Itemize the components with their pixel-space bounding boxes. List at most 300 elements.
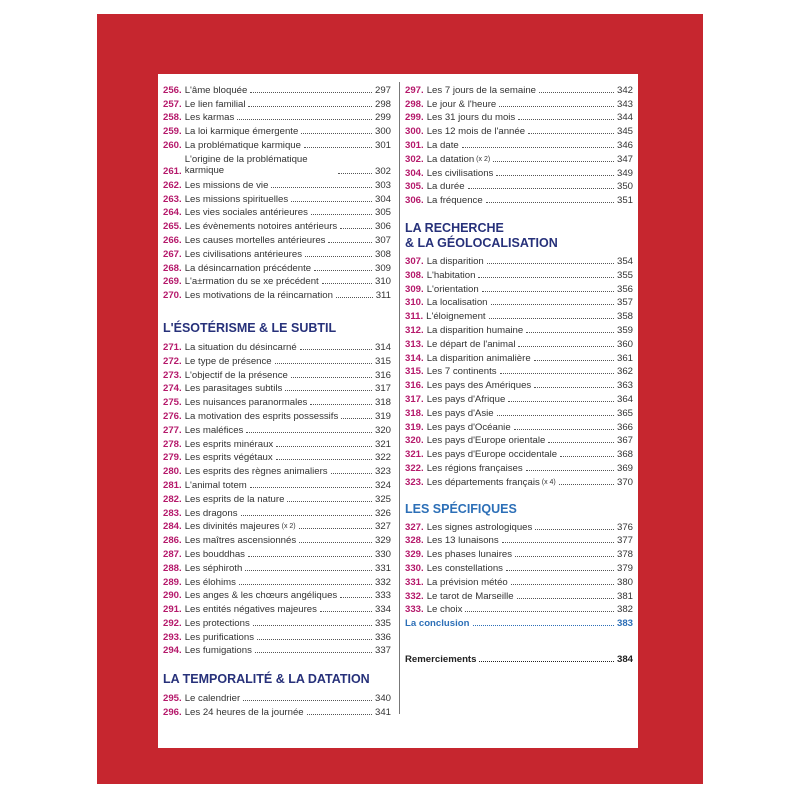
entry-page: 382 — [616, 604, 633, 616]
entry-title: La durée — [426, 181, 465, 193]
toc-entry[interactable] — [163, 137, 391, 151]
entry-page: 310 — [374, 276, 391, 288]
entry-title: Le jour & l'heure — [426, 98, 497, 110]
entry-number: 269. — [163, 276, 182, 288]
entry-page: 317 — [374, 383, 391, 395]
entry-number: 323. — [405, 476, 424, 488]
toc-entry[interactable] — [405, 391, 633, 405]
toc-group — [405, 82, 633, 206]
entry-title: Les 7 continents — [426, 366, 497, 378]
entry-number: 301. — [405, 139, 424, 151]
toc-entry[interactable] — [405, 546, 633, 560]
toc-entry[interactable] — [405, 179, 633, 193]
entry-page: 329 — [374, 535, 391, 547]
dot-leader — [493, 161, 614, 162]
toc-entry[interactable] — [405, 533, 633, 547]
dot-leader — [511, 584, 614, 585]
column-divider — [399, 82, 400, 714]
toc-entry[interactable] — [163, 151, 391, 177]
toc-entry[interactable] — [163, 574, 391, 588]
entry-title: Les séphiroth — [184, 562, 243, 574]
dot-leader — [314, 270, 372, 271]
entry-number: 328. — [405, 535, 424, 547]
dot-leader — [479, 661, 614, 662]
toc-entry[interactable] — [163, 394, 391, 408]
toc-entry[interactable] — [405, 281, 633, 295]
toc-entry[interactable] — [163, 546, 391, 560]
dot-leader — [518, 346, 614, 347]
entry-number: 319. — [405, 421, 424, 433]
toc-entry[interactable] — [163, 110, 391, 124]
entry-number: 264. — [163, 207, 182, 219]
entry-page: 335 — [374, 617, 391, 629]
toc-group — [163, 690, 391, 718]
entry-title: Les 31 jours du mois — [426, 112, 516, 124]
entry-number: 273. — [163, 369, 182, 381]
entry-title: Le choix — [426, 604, 463, 616]
dot-leader — [506, 570, 614, 571]
toc-entry[interactable] — [163, 232, 391, 246]
entry-number: 330. — [405, 562, 424, 574]
toc-entry[interactable] — [163, 218, 391, 232]
toc-entry[interactable] — [405, 96, 633, 110]
entry-page: 319 — [374, 410, 391, 422]
dot-leader — [299, 542, 372, 543]
toc-entry[interactable] — [163, 82, 391, 96]
dot-leader — [526, 332, 614, 333]
entry-number: 280. — [163, 466, 182, 478]
entry-page: 351 — [616, 195, 633, 207]
entry-title: Les civilisations antérieures — [184, 248, 303, 260]
dot-leader — [539, 92, 614, 93]
entry-number: 300. — [405, 126, 424, 138]
entry-number: 331. — [405, 576, 424, 588]
entry-title: Les causes mortelles antérieures — [184, 234, 326, 246]
entry-page: 315 — [374, 355, 391, 367]
entry-page: 383 — [616, 618, 633, 630]
dot-leader — [276, 459, 372, 460]
entry-number: 286. — [163, 535, 182, 547]
dot-leader — [560, 456, 614, 457]
entry-page: 356 — [616, 283, 633, 295]
entry-title: Les pays d'Océanie — [426, 421, 511, 433]
toc-entry[interactable] — [405, 460, 633, 474]
toc-entry[interactable] — [163, 353, 391, 367]
toc-entry[interactable] — [405, 446, 633, 460]
entry-number: 307. — [405, 255, 424, 267]
dot-leader — [468, 188, 614, 189]
toc-group — [163, 339, 391, 656]
dot-leader — [285, 390, 372, 391]
entry-page: 305 — [374, 207, 391, 219]
dot-leader — [528, 133, 614, 134]
entry-page: 342 — [616, 84, 633, 96]
toc-entry[interactable] — [163, 601, 391, 615]
entry-title: Les dragons — [184, 507, 238, 519]
entry-title: Les divinités majeures — [184, 521, 280, 533]
toc-entry[interactable] — [163, 532, 391, 546]
toc-entry[interactable] — [163, 339, 391, 353]
entry-number: 333. — [405, 604, 424, 616]
entry-number: 298. — [405, 98, 424, 110]
entry-page: 362 — [616, 366, 633, 378]
entry-title: Les 13 lunaisons — [426, 535, 499, 547]
dot-leader — [499, 106, 614, 107]
entry-page: 314 — [374, 341, 391, 353]
toc-entry[interactable] — [405, 123, 633, 137]
entry-page: 341 — [374, 707, 391, 719]
section-title-specifiques: LES SPÉCIFIQUES — [405, 501, 517, 516]
entry-title: L'animal totem — [184, 479, 247, 491]
dot-leader — [517, 598, 614, 599]
entry-number: 302. — [405, 153, 424, 165]
entry-number: 317. — [405, 393, 424, 405]
entry-title: Les pays des Amériques — [426, 380, 532, 392]
entry-number: 258. — [163, 112, 182, 124]
entry-title: Les anges & les chœurs angéliques — [184, 590, 338, 602]
dot-leader — [246, 432, 372, 433]
entry-number: 310. — [405, 297, 424, 309]
entry-number: 272. — [163, 355, 182, 367]
entry-title: Les constellations — [426, 562, 503, 574]
entry-number: 257. — [163, 98, 182, 110]
entry-page: 333 — [374, 590, 391, 602]
entry-number: 318. — [405, 407, 424, 419]
entry-page: 299 — [374, 112, 391, 124]
entry-page: 361 — [616, 352, 633, 364]
entry-page: 345 — [616, 126, 633, 138]
entry-title: La disparition — [426, 255, 484, 267]
entry-number: 329. — [405, 549, 424, 561]
entry-title: Les pays d'Asie — [426, 407, 494, 419]
dot-leader — [338, 173, 372, 174]
toc-entry[interactable] — [405, 295, 633, 309]
toc-entry[interactable] — [405, 165, 633, 179]
entry-title: La situation du désincarné — [184, 341, 297, 353]
entry-page: 302 — [374, 165, 391, 177]
entry-page: 297 — [374, 84, 391, 96]
entry-page: 327 — [374, 521, 391, 533]
entry-page: 326 — [374, 507, 391, 519]
toc-column-left — [163, 82, 391, 718]
entry-title: Les élohims — [184, 576, 236, 588]
entry-title: Les nuisances paranormales — [184, 397, 308, 409]
entry-number: 289. — [163, 576, 182, 588]
dot-leader — [291, 201, 372, 202]
entry-title: Les régions françaises — [426, 462, 523, 474]
entry-number: 259. — [163, 126, 182, 138]
toc-entry[interactable] — [163, 463, 391, 477]
entry-page: 366 — [616, 421, 633, 433]
entry-page: 340 — [374, 693, 391, 705]
toc-entry[interactable] — [163, 519, 391, 533]
entry-number: 277. — [163, 424, 182, 436]
entry-page: 300 — [374, 126, 391, 138]
toc-entry[interactable] — [405, 574, 633, 588]
entry-page: 324 — [374, 479, 391, 491]
toc-entry[interactable] — [405, 110, 633, 124]
entry-number: 299. — [405, 112, 424, 124]
entry-page: 331 — [374, 562, 391, 574]
entry-page: 306 — [374, 221, 391, 233]
entry-page: 368 — [616, 449, 633, 461]
entry-number: 311. — [405, 311, 424, 323]
toc-entry[interactable] — [163, 491, 391, 505]
toc-entry[interactable] — [163, 367, 391, 381]
entry-number: 262. — [163, 179, 182, 191]
entry-page: 347 — [616, 153, 633, 165]
entry-title: Les karmas — [184, 112, 235, 124]
dot-leader — [237, 119, 372, 120]
toc-entry-remerciements[interactable] — [405, 651, 633, 665]
toc-entry[interactable] — [163, 560, 391, 574]
entry-number: 287. — [163, 548, 182, 560]
entry-page: 336 — [374, 631, 391, 643]
entry-number: 282. — [163, 493, 182, 505]
dot-leader — [255, 652, 372, 653]
toc-entry[interactable] — [405, 253, 633, 267]
toc-entry[interactable] — [163, 615, 391, 629]
dot-leader — [271, 187, 372, 188]
toc-entry[interactable] — [163, 505, 391, 519]
entry-page: 325 — [374, 493, 391, 505]
toc-entry[interactable] — [163, 436, 391, 450]
entry-title: Les esprits végétaux — [184, 452, 273, 464]
entry-page: 384 — [616, 654, 633, 666]
dot-leader — [276, 446, 372, 447]
entry-page: 379 — [616, 562, 633, 574]
dot-leader — [305, 256, 372, 257]
dot-leader — [462, 147, 614, 148]
entry-title: La localisation — [426, 297, 488, 309]
entry-number: 312. — [405, 324, 424, 336]
entry-title: La datation — [426, 153, 475, 165]
entry-title: Les protections — [184, 617, 250, 629]
entry-page: 323 — [374, 466, 391, 478]
entry-title: L'objectif de la présence — [184, 369, 288, 381]
toc-entry[interactable] — [405, 336, 633, 350]
toc-entry[interactable] — [405, 405, 633, 419]
toc-entry[interactable] — [163, 123, 391, 137]
entry-page: 343 — [616, 98, 633, 110]
entry-title: L'éloignement — [426, 311, 486, 323]
entry-page: 344 — [616, 112, 633, 124]
dot-leader — [300, 349, 372, 350]
toc-entry[interactable] — [163, 191, 391, 205]
dot-leader — [478, 277, 614, 278]
toc-entry[interactable] — [405, 602, 633, 616]
entry-title: Les maîtres ascensionnés — [184, 535, 297, 547]
entry-page: 370 — [616, 476, 633, 488]
entry-number: 327. — [405, 521, 424, 533]
entry-title: Le calendrier — [184, 693, 241, 705]
entry-number: 322. — [405, 462, 424, 474]
entry-title: Le type de présence — [184, 355, 272, 367]
dot-leader — [526, 470, 614, 471]
entry-page: 322 — [374, 452, 391, 464]
toc-entry[interactable] — [163, 643, 391, 657]
entry-page: 381 — [616, 590, 633, 602]
toc-entry[interactable] — [405, 267, 633, 281]
toc-entry[interactable] — [405, 308, 633, 322]
entry-page: 378 — [616, 549, 633, 561]
entry-title: Le lien familial — [184, 98, 246, 110]
dot-leader — [341, 418, 372, 419]
entry-number: 313. — [405, 338, 424, 350]
entry-page: 363 — [616, 380, 633, 392]
toc-entry[interactable] — [163, 408, 391, 422]
entry-page: 332 — [374, 576, 391, 588]
dot-leader — [239, 584, 372, 585]
entry-number: 271. — [163, 341, 182, 353]
entry-number: 268. — [163, 262, 182, 274]
entry-page: 304 — [374, 193, 391, 205]
toc-entry[interactable] — [163, 96, 391, 110]
dot-leader — [340, 597, 372, 598]
entry-page: 311 — [375, 290, 391, 302]
toc-entry[interactable] — [163, 177, 391, 191]
dot-leader — [248, 106, 372, 107]
dot-leader — [489, 318, 614, 319]
toc-entry[interactable] — [405, 192, 633, 206]
dot-leader — [559, 484, 614, 485]
entry-title: Les 7 jours de la semaine — [426, 84, 537, 96]
dot-leader — [482, 291, 614, 292]
entry-title: L'orientation — [426, 283, 479, 295]
dot-leader — [518, 119, 614, 120]
dot-leader — [301, 133, 372, 134]
entry-page: 334 — [374, 604, 391, 616]
entry-page: 354 — [616, 255, 633, 267]
entry-number: 263. — [163, 193, 182, 205]
entry-title: La problématique karmique — [184, 139, 301, 151]
dot-leader — [245, 570, 372, 571]
dot-leader — [287, 501, 372, 502]
entry-number: 275. — [163, 397, 182, 409]
toc-entry[interactable] — [405, 82, 633, 96]
toc-entry[interactable] — [163, 450, 391, 464]
entry-title: Les pays d'Europe occidentale — [426, 449, 558, 461]
toc-entry[interactable] — [405, 137, 633, 151]
dot-leader — [310, 404, 372, 405]
toc-entry[interactable] — [405, 588, 633, 602]
toc-entry[interactable] — [405, 419, 633, 433]
entry-number: 256. — [163, 84, 182, 96]
entry-title: Les pays d'Europe orientale — [426, 435, 546, 447]
dot-leader — [328, 242, 372, 243]
section-title-temporalite: LA TEMPORALITÉ & LA DATATION — [163, 672, 370, 687]
entry-page: 346 — [616, 139, 633, 151]
entry-title: Les entités négatives majeures — [184, 604, 317, 616]
entry-title: Les missions spirituelles — [184, 193, 289, 205]
dot-leader — [491, 304, 614, 305]
entry-title: Les purifications — [184, 631, 255, 643]
toc-entry[interactable] — [405, 519, 633, 533]
toc-entry[interactable] — [405, 474, 633, 488]
toc-entry[interactable] — [163, 422, 391, 436]
entry-title: La motivation des esprits possessifs — [184, 410, 339, 422]
dot-leader — [331, 473, 372, 474]
entry-page: 369 — [616, 462, 633, 474]
toc-entry[interactable] — [163, 274, 391, 288]
entry-number: 278. — [163, 438, 182, 450]
entry-page: 367 — [616, 435, 633, 447]
toc-entry[interactable] — [405, 350, 633, 364]
toc-entry[interactable] — [405, 364, 633, 378]
toc-entry[interactable] — [163, 246, 391, 260]
dot-leader — [299, 528, 372, 529]
dot-leader — [487, 263, 614, 264]
dot-leader — [322, 283, 372, 284]
entry-title: L'âme bloquée — [184, 84, 248, 96]
entry-title: La conclusion — [405, 618, 470, 630]
entry-page: 309 — [374, 262, 391, 274]
entry-number: 276. — [163, 410, 182, 422]
entry-number: 279. — [163, 452, 182, 464]
entry-page: 307 — [374, 234, 391, 246]
toc-entry[interactable] — [163, 287, 391, 301]
toc-entry[interactable] — [163, 629, 391, 643]
entry-page: 316 — [374, 369, 391, 381]
entry-page: 308 — [374, 248, 391, 260]
toc-entry[interactable] — [163, 704, 391, 718]
dot-leader — [534, 387, 614, 388]
dot-leader — [534, 360, 614, 361]
toc-group — [405, 519, 633, 616]
entry-note: (x 4) — [541, 478, 556, 486]
entry-number: 304. — [405, 167, 424, 179]
entry-title: Le départ de l'animal — [426, 338, 516, 350]
entry-page: 377 — [616, 535, 633, 547]
dot-leader — [311, 214, 372, 215]
toc-entry[interactable] — [163, 588, 391, 602]
entry-page: 318 — [374, 397, 391, 409]
toc-entry[interactable] — [405, 560, 633, 574]
dot-leader — [473, 625, 614, 626]
dot-leader — [486, 202, 614, 203]
toc-entry[interactable] — [163, 690, 391, 704]
entry-page: 364 — [616, 393, 633, 405]
toc-entry[interactable] — [163, 205, 391, 219]
entry-title: Les vies sociales antérieures — [184, 207, 308, 219]
entry-title: La date — [426, 139, 459, 151]
dot-leader — [340, 228, 372, 229]
dot-leader — [320, 611, 372, 612]
dot-leader — [248, 556, 372, 557]
toc-entry[interactable] — [163, 260, 391, 274]
section-title-geolocalisation: & LA GÉOLOCALISATION — [405, 236, 558, 251]
toc-group — [163, 82, 391, 301]
entry-page: 349 — [616, 167, 633, 179]
toc-entry[interactable] — [405, 433, 633, 447]
toc-entry[interactable] — [163, 477, 391, 491]
entry-number: 260. — [163, 139, 182, 151]
dot-leader — [291, 377, 372, 378]
entry-number: 261. — [163, 165, 182, 177]
toc-entry[interactable] — [405, 151, 633, 165]
dot-leader — [304, 147, 372, 148]
toc-entry-conclusion[interactable] — [405, 615, 633, 629]
toc-entry[interactable] — [405, 377, 633, 391]
entry-title: La désincarnation précédente — [184, 262, 312, 274]
entry-number: 265. — [163, 221, 182, 233]
entry-number: 306. — [405, 195, 424, 207]
entry-title: La disparition animalière — [426, 352, 531, 364]
toc-entry[interactable] — [163, 381, 391, 395]
entry-number: 305. — [405, 181, 424, 193]
toc-entry[interactable] — [405, 322, 633, 336]
entry-number: 290. — [163, 590, 182, 602]
